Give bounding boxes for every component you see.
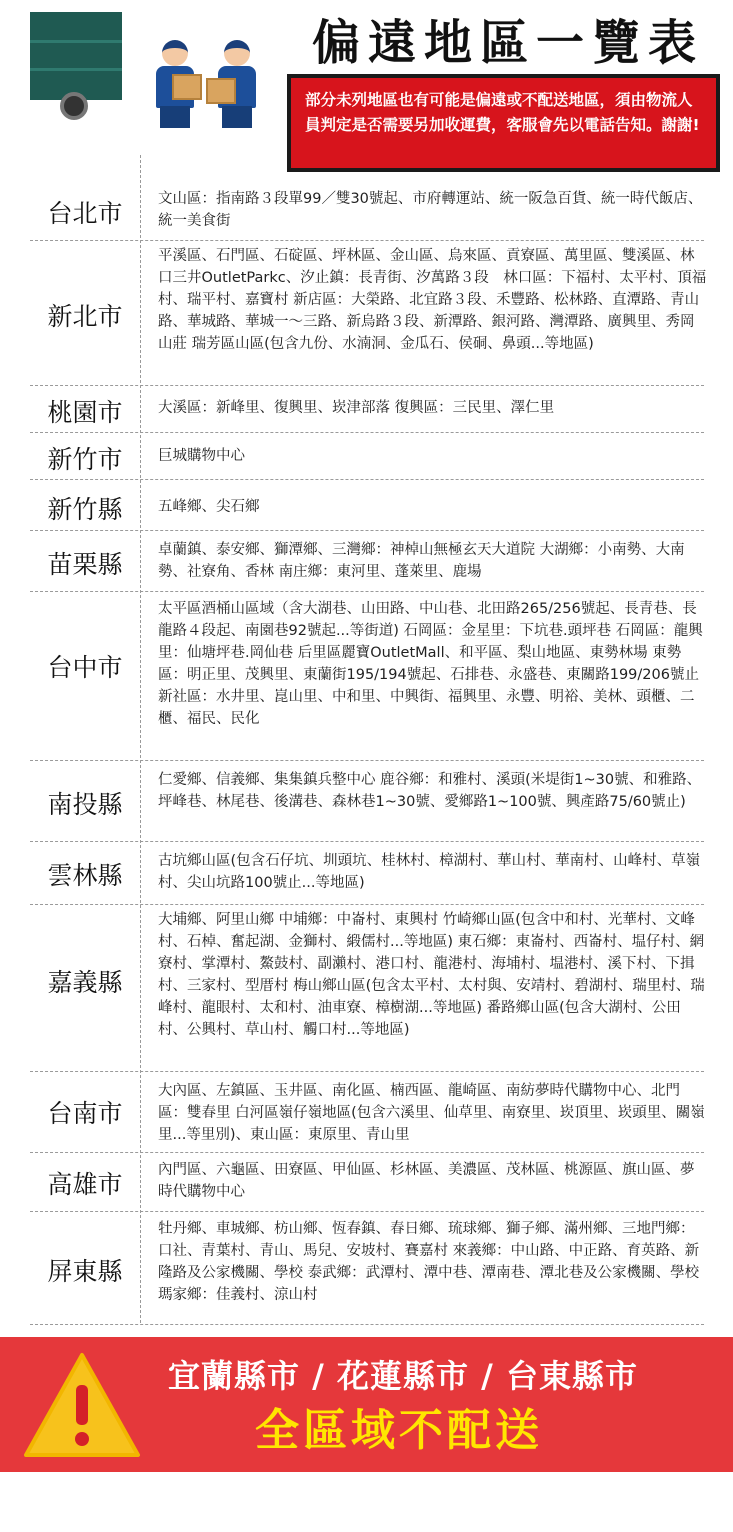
region-areas: 平溪區、石門區、石碇區、坪林區、金山區、烏來區、貢寮區、萬里區、雙溪區、林口三井OutletParkc、汐止鎮：長青街、汐萬路３段 林口區：下福村、太平村、頂福村、瑞平村、嘉寶村 新店區：大榮路、北宜路３段、禾豐路、松林路、直潭路、青山路、華城路、華城一～三路、新烏路３段、新潭路、銀河路、灣潭路、廣興里、秀岡山莊 瑞芳區山區(包含九份、水湳洞、金瓜石、侯硐、鼻頭...等地區): [158, 248, 707, 352]
warning-message: 全區域不配送: [255, 1405, 543, 1456]
notice-text: 部分未列地區也有可能是偏遠或不配送地區，須由物流人員判定是否需要另加收運費，客服會先以電話告知。謝謝!: [305, 91, 700, 134]
table-row: [30, 1212, 704, 1325]
region-name: 苗栗縣: [47, 550, 123, 579]
region-name: 高雄市: [47, 1170, 123, 1199]
region-name: 台南市: [47, 1099, 123, 1128]
region-name: 新竹縣: [47, 495, 123, 524]
region-areas: 太平區酒桶山區域（含大湖巷、山田路、中山巷、北田路265/256號起、長青巷、長龍路４段起、南園巷92號起...等街道) 石岡區：金星里：下坑巷.頭坪巷 石岡區：龍興里：仙塘坪巷.岡仙巷 后里區麗寶OutletMall、和平區、梨山地區、東勢林場 東勢區：明正里、茂興里、東蘭街195/194號起、石排巷、永盛巷、東關路199/206號止 新社區：水井里、崑山里、中和里、中興街、福興里、永豐、明裕、美林、頭櫃、二櫃、福民、民化: [158, 601, 703, 727]
region-name: 屏東縣: [47, 1257, 123, 1286]
table-row: [30, 180, 704, 241]
region-areas: 仁愛鄉、信義鄉、集集鎮兵整中心 鹿谷鄉：和雅村、溪頭(米堤街1~30號、和雅路、坪峰巷、林尾巷、後溝巷、森林巷1~30號、愛鄉路1~100號、興產路75/60號止): [158, 772, 702, 810]
region-areas: 文山區：指南路３段單99／雙30號起、市府轉運站、統一阪急百貨、統一時代飯店、統一美食街: [158, 191, 703, 229]
region-areas: 大內區、左鎮區、玉井區、南化區、楠西區、龍崎區、南紡夢時代購物中心、北門區：雙春里 白河區嶺仔嶺地區(包含六溪里、仙草里、南寮里、崁頂里、崁頭里、關嶺里...等里別)、東山區：東原里、青山里: [158, 1083, 705, 1143]
delivery-truck-illustration: [30, 12, 122, 112]
table-row: [30, 842, 704, 905]
region-areas: 大溪區：新峰里、復興里、崁津部落 復興區：三民里、澤仁里: [158, 400, 555, 416]
region-name: 台中市: [47, 653, 123, 682]
region-areas: 五峰鄉、尖石鄉: [158, 499, 260, 515]
notice-box: [287, 74, 720, 172]
table-row: [30, 761, 704, 842]
table-row: [30, 531, 704, 592]
table-row: [30, 1072, 704, 1153]
warning-icon: [22, 1351, 142, 1459]
table-row: [30, 1153, 704, 1212]
region-areas: 內門區、六龜區、田寮區、甲仙區、杉林區、美濃區、茂林區、桃源區、旗山區、夢時代購物中心: [158, 1162, 695, 1200]
header: [0, 0, 733, 160]
table-row: [30, 241, 707, 386]
no-delivery-warning: [0, 1337, 733, 1472]
region-areas: 巨城購物中心: [158, 448, 245, 464]
table-row: [30, 592, 704, 761]
region-areas: 大埔鄉、阿里山鄉 中埔鄉：中崙村、東興村 竹崎鄉山區(包含中和村、光華村、文峰村、石棹、奮起湖、金獅村、緞儒村...等地區) 東石鄉：東崙村、西崙村、塭仔村、網寮村、掌潭村、鰲鼓村、副瀨村、港口村、龍港村、海埔村、塭港村、溪下村、下揖村、三家村、型厝村 梅山鄉山區(包含太平村、太村與、安靖村、碧湖村、瑞里村、瑞峰村、龍眼村、太和村、油車寮、樟樹湖...等地區) 番路鄉山區(包含大湖村、公田村、公興村、草山村、觸口村...等地區): [158, 912, 705, 1038]
table-row: [30, 386, 704, 433]
region-name: 台北市: [47, 199, 123, 228]
region-name: 南投縣: [47, 790, 123, 819]
table-row: [30, 433, 704, 480]
region-name: 新北市: [47, 302, 123, 331]
region-name: 新竹市: [47, 445, 123, 474]
region-name: 雲林縣: [47, 861, 123, 890]
delivery-worker-illustration-2: [212, 40, 262, 130]
region-areas: 牡丹鄉、車城鄉、枋山鄉、恆春鎮、春日鄉、琉球鄉、獅子鄉、滿州鄉、三地門鄉：口社、青葉村、青山、馬兒、安坡村、賽嘉村 來義鄉：中山路、中正路、育英路、新隆路及公家機關、學校 泰武鄉：武潭村、潭中巷、潭南巷、潭北巷及公家機關、學校 瑪家鄉：佳義村、涼山村: [158, 1221, 700, 1303]
region-name: 桃園市: [47, 398, 123, 427]
table-row: [30, 905, 704, 1072]
region-name: 嘉義縣: [47, 968, 123, 997]
page-title: 偏遠地區一覽表: [312, 15, 705, 71]
delivery-worker-illustration: [150, 40, 200, 130]
table-row: [30, 480, 704, 531]
warning-regions: 宜蘭縣市 / 花蓮縣市 / 台東縣市: [168, 1357, 638, 1395]
region-areas: 卓蘭鎮、泰安鄉、獅潭鄉、三灣鄉：神棹山無極玄天大道院 大湖鄉：小南勢、大南勢、社寮角、香林 南庄鄉：東河里、蓬萊里、鹿場: [158, 542, 685, 580]
region-areas: 古坑鄉山區(包含石仔坑、圳頭坑、桂林村、樟湖村、華山村、華南村、山峰村、草嶺村、尖山坑路100號止...等地區): [158, 853, 701, 891]
